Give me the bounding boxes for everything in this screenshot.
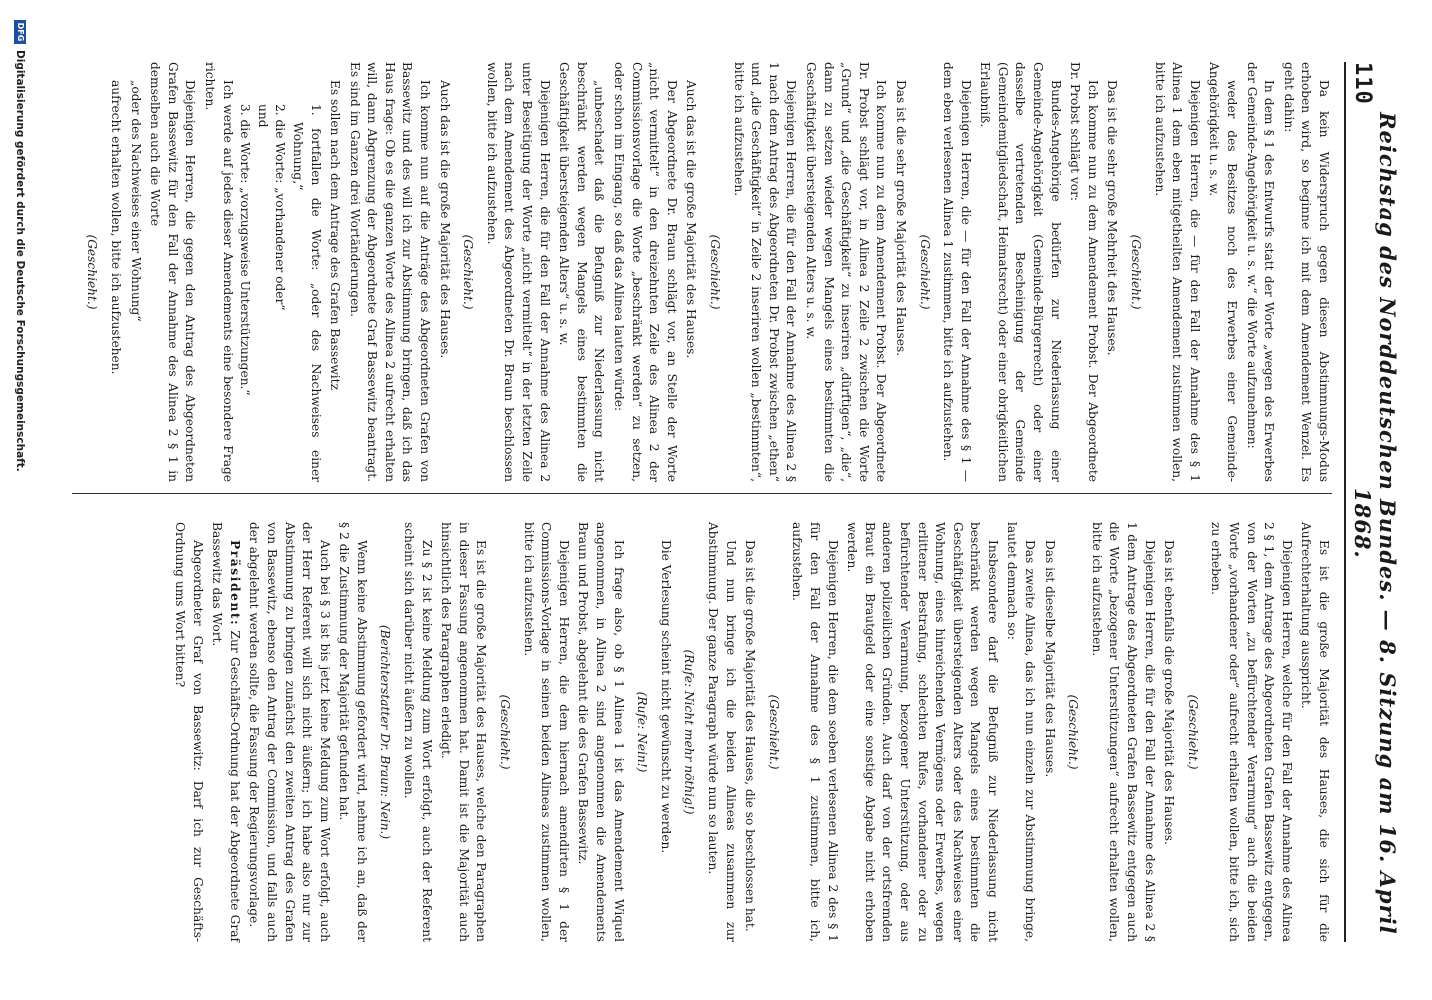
- body-paragraph: Ich komme nun auf die Anträge des Abgeordneten Grafen von Bassewitz und des will ich zur Abstimmung bringen, daß ich das Haus frage: Ob es die ganzen Worte des Alinea 2 aufrecht erhalten will, dann Abgrenzung der Abgeordnete Graf Bassewitz beantragt. Es sind im Ganzen drei Wortänderungen.: [347, 62, 433, 482]
- right-column: [168, 522, 1332, 942]
- stage-direction: (Geschieht.): [1185, 694, 1200, 770]
- stage-direction: (Geschieht.): [1129, 234, 1144, 310]
- body-paragraph: Auch das ist die große Majorität des Hauses.: [437, 80, 452, 359]
- page-running-title: Reichstag des Norddeutschen Bundes. — 8. Sitzung am 16. April 1868.: [1350, 112, 1400, 935]
- body-paragraph: Ich komme nun zu dem Amendement Probst. Der Abgeordnete Dr. Probst schlägt vor, in Alinea 2 Zeile 2 zwischen die Worte „Grund“ und „die Geschäftigkeit“ zu inseriren „dürftigen“, „die“, dann zu setzen wieder wegen Mangels eines bestimmten die Geschäftigkeit übersteigenden Alters u. s. w.: [803, 62, 889, 482]
- amendment-item: 2. die Worte: „vorhandener oder“: [273, 104, 288, 311]
- stage-direction: (Geschieht.): [708, 234, 722, 310]
- body-paragraph: Es ist die große Majorität des Hauses, die sich für die Aufrechterhaltung ausspricht.: [1299, 522, 1331, 942]
- body-paragraph: Abgeordneter Graf von Bassewitz: Darf ich zur Geschäfts-Ordnung ums Wort bitten?: [172, 522, 205, 942]
- stage-direction: (Berichterstatter Dr. Braun: Nein.): [378, 624, 393, 840]
- column-divider: [72, 493, 1332, 494]
- stage-direction: (Rufe: Nicht mehr nöthig!): [682, 649, 697, 815]
- stage-direction: (Rufe: Nein!): [635, 691, 650, 773]
- body-paragraph: Das ist dieselbe Majorität des Hauses.: [1042, 540, 1057, 778]
- stage-direction: (Geschieht.): [766, 694, 781, 770]
- body-paragraph: Ich frage also, ob § 1 Alinea 1 ist das Amendement Wiquel angenommen, in Alinea 2 sind angenommen die Amendements Braun und Probst, abgelehnt die des Grafen Bassewitz.: [576, 522, 626, 942]
- amendment-item: 1. fortfallen die Worte: „oder des Nachweises einer Wohnung,“: [290, 104, 323, 482]
- body-paragraph: weder des Besitzes noch des Erwerbes einer Gemeinde-Angehörigkeit u. s. w.: [1207, 62, 1240, 482]
- body-paragraph: Es ist die große Majorität des Hauses, welche den Paragraphen in dieser Fassung angenommen hat. Damit ist die Majorität auch hinsichtlich des Paragraphen erledigt.: [439, 522, 489, 942]
- body-paragraph: Das ist die sehr große Majorität des Hauses.: [893, 80, 908, 357]
- body-paragraph: Diejenigen Herren, die für den Fall der Annahme des Alinea 2 unter Beseitigung der Worte „nicht vermittelt“ in der letzten Zeile nach dem Amendement des Abgeordneten Dr. Braun beschlossen wollen, bitte ich aufzustehen.: [484, 62, 552, 482]
- amendment-item: und: [255, 104, 270, 128]
- body-paragraph: Diejenigen Herren, die — für den Fall der Annahme des § 1 Alinea 1 dem eben mitgetheilten Amendement zustimmen wollen, bitte ich aufzustehen.: [1152, 62, 1202, 482]
- left-column: [77, 62, 1332, 482]
- speaker-paragraph: [208, 522, 243, 942]
- body-paragraph: Diejenigen Herren, welche für den Fall der Annahme des Alinea 2 § 1, dem Antrage des Abgeordneten Grafen Bassewitz entgegen, von der Worten „zu befürchtender Verarmung“ auch die beiden Worte „vorhandener oder“ aufrecht erhalten wollen, bitte ich, sich zu erheben.: [1209, 522, 1294, 942]
- body-paragraph: „oder des Nachweises einer Wohnung“: [128, 80, 143, 322]
- body-paragraph: Ich komme nun zu dem Amendement Probst. Der Abgeordnete Dr. Probst schlägt vor:: [1068, 62, 1100, 482]
- body-paragraph: aufrecht erhalten wollen, bitte ich aufzustehen.: [109, 80, 123, 375]
- body-paragraph: Auch bei § 3 ist bis jetzt keine Meldung zum Wort erfolgt, auch der Herr Referent will sich nicht äußern; ich habe also nur zur Abstimmung zu bringen zunächst den zweiten Antrag des Grafen von Bassewitz, ebenso den Antrag der Commission, und falls auch der abgelehnt werden sollte, die Fassung der Regierungsvorlage.: [247, 522, 332, 942]
- body-paragraph: Insbesondere darf die Befugniß zur Niederlassung nicht beschränkt werden wegen Mangels eines bestimmten die Geschäftigkeit übersteigenden Alters oder des Nachweises einer Wohnung, eines hinreichenden Vermögens oder Erwerbes, wegen erlittener Bestrafung, schlechten Rufes, vorhandener oder zu befürchtender Verarmung, bezogener Unterstützung, oder aus anderen polizeilichen Gründen. Auch darf von der ortsfremden Braut ein Brautgeld oder eine sonstige Abgabe nicht erhoben werden.: [845, 522, 1000, 942]
- body-paragraph: Das ist die sehr große Mehrheit des Hauses.: [1105, 80, 1120, 356]
- body-paragraph: Diejenigen Herren, die gegen den Antrag des Abgeordneten Grafen Bassewitz für den Fall der Annahme des Alinea 2 § 1 in demselben auch die Worte: [148, 62, 198, 482]
- body-paragraph: In dem § 1 des Entwurfs statt der Worte „wegen des Erwerbes der Gemeinde-Angehörigkeit u. s. w.“ die Worte aufzunehmen:: [1244, 62, 1277, 482]
- stage-direction: (Geschieht.): [917, 234, 932, 310]
- amendment-item: 3. die Worte: „vorzugsweise Unterstützungen.“: [238, 104, 253, 396]
- body-paragraph: Zu § 2 ist keine Meldung zum Wort erfolgt, auch der Referent scheint sich darüber nicht äußern zu wollen.: [402, 522, 434, 942]
- body-paragraph: Ich werde auf jedes dieser Amendements eine besondere Frage richten.: [202, 62, 235, 482]
- speaker-text: Zur Geschäfts-Ordnung hat der Abgeordnete Graf Bassewitz das Wort.: [210, 522, 242, 942]
- body-paragraph: „unbeschadet daß die Befugniß zur Niederlassung nicht beschränkt werden wegen Mangels eines bestimmten die Geschäftigkeit übersteigenden Alters“ u. s. w.: [557, 62, 607, 482]
- body-paragraph: Das ist ebenfalls die große Majorität des Hauses.: [1162, 540, 1177, 845]
- body-paragraph: Die Verlesung scheint nicht gewünscht zu werden.: [658, 540, 673, 854]
- stage-direction: (Geschieht.): [1066, 694, 1081, 770]
- body-paragraph: Da kein Widerspruch gegen diesen Abstimmungs-Modus erhoben wird, so beginne ich mit dem Amendement Wenzel. Es geht dahin:: [1281, 62, 1331, 482]
- body-paragraph: Der Abgeordnete Dr. Braun schlägt vor, an Stelle der Worte „nicht vermittelt“ in den dreizehnten Zeile des Alinea 2 der Commissionsvorlage die Worte „beschränkt werden“ zu setzen, oder schon im Eingang, so daß das Alinea lauten würde:: [612, 62, 679, 482]
- body-paragraph: Diejenigen Herren, die — für den Fall der Annahme des § 1 — dem eben verlesenen Alinea 1 zustimmen, bitte ich aufzustehen.: [941, 62, 973, 482]
- speaker-label: Präsident:: [227, 540, 242, 627]
- stage-direction: (Geschieht.): [461, 234, 476, 310]
- stage-direction: (Geschieht.): [85, 234, 100, 310]
- body-paragraph: Das ist die große Majorität des Hauses, die so beschlossen hat.: [743, 540, 758, 932]
- body-paragraph: Diejenigen Herren, die für den Fall der Annahme des Alinea 2 § 1 dem Antrage des Abgeordneten Grafen Bassewitz entgegen auch die Worte „bezogener Unterstützungen“ aufrecht erhalten wollen, bitte ich aufzustehen.: [1089, 522, 1157, 942]
- body-paragraph: Auch das ist die große Majorität des Hauses.: [684, 80, 699, 359]
- body-paragraph: Es sollen nach dem Antrage des Grafen Bassewitz: [328, 80, 343, 390]
- body-paragraph: Diejenigen Herren, die für den Fall der Annahme des Alinea 2 § 1 nach dem Antrag des Abgeordneten Dr. Probst zwischen „ethen“ und „die Geschäftigkeit“ in Zeile 2 inseriren wollen „bestimmten“, bitte ich aufzustehen.: [731, 62, 799, 482]
- body-paragraph: Und nun bringe ich die beiden Alineas zusammen zur Abstimmung. Der ganze Paragraph würde nun so lauten.: [706, 522, 738, 942]
- dfg-logo-icon: DFG: [14, 20, 26, 44]
- body-paragraph: Das zweite Alinea, das ich nun einzeln zur Abstimmung bringe, lautet demnach so:: [1005, 522, 1038, 942]
- credit-text: Digitalisierung gefördert durch die Deutsche Forschungsgemeinschaft.: [14, 50, 26, 472]
- body-paragraph: Diejenigen Herren, die dem hiernach amendirten § 1 der Commissions-Vorlage in seinen beiden Alineas zustimmen wollen, bitte ich aufzustehen.: [521, 522, 571, 942]
- stage-direction: (Geschieht.): [498, 694, 513, 770]
- page-number: 110: [1350, 62, 1375, 105]
- digitization-credit: [10, 20, 30, 980]
- body-paragraph: Bundes-Angehörige bedürfen zur Niederlassung einer Gemeinde-Angehörigkeit (Gemeinde-Bürgerrecht) oder einer dasselbe vertretenden Bescheinigung der Gemeinde (Gemeindemitgliedschaft, Heimatsrecht) oder einer obrigkeitlichen Erlaubniß.: [978, 62, 1063, 482]
- page-header: [1344, 62, 1400, 942]
- body-paragraph: Diejenigen Herren, die dem soeben verlesenen Alinea 2 des § 1 für den Fall der Annahme des § 1 zustimmen, bitte ich, aufzustehen.: [790, 522, 840, 942]
- body-paragraph: Wenn keine Abstimmung gefordert wird, nehme ich an, daß der § 2 die Zustimmung der Majorität gefunden hat.: [337, 522, 369, 942]
